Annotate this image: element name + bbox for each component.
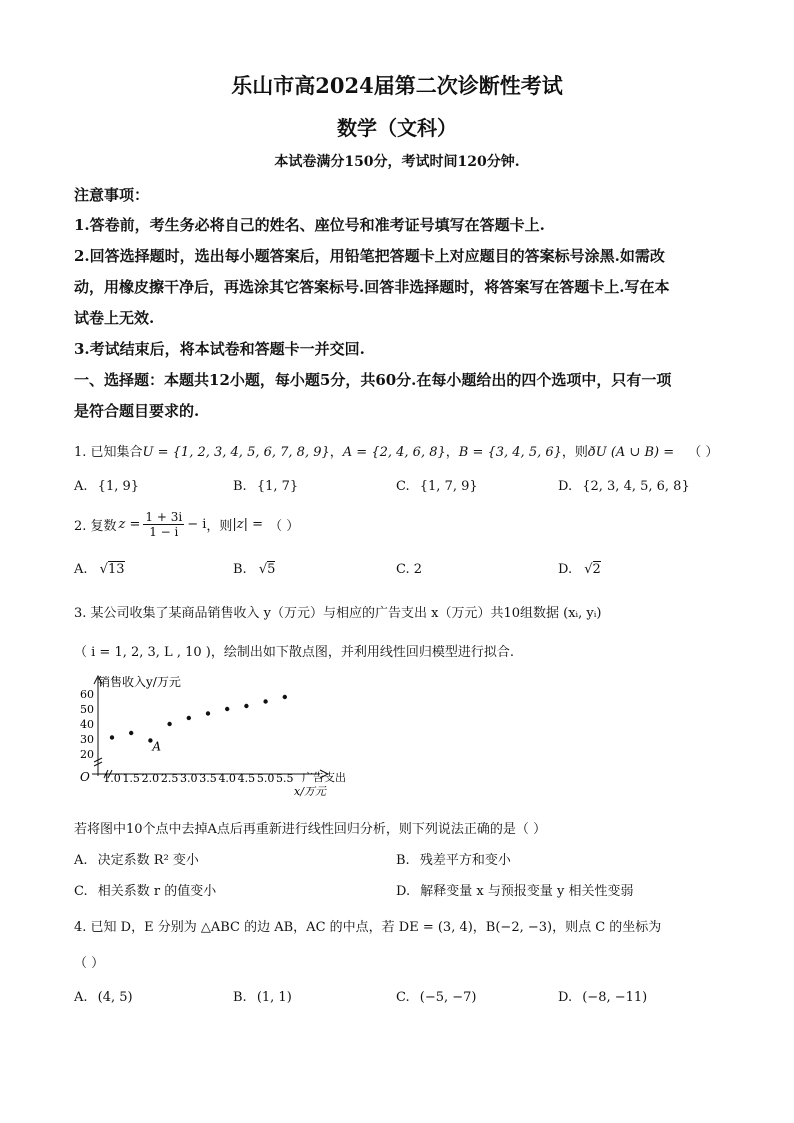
chart-point [167,722,171,726]
chart-x-tick-label: 3.5 [199,772,217,785]
q3-option-b-value: 残差平方和变小 [419,853,511,868]
q3-option-c[interactable] [74,880,216,899]
q4-option-d-label: D. [558,990,573,1005]
chart-point [206,711,210,715]
chart-x-tick-label: 5.0 [256,772,275,785]
chart-point [187,716,191,720]
q2-stem [74,510,299,539]
q2-option-c-value: 2 [413,562,423,577]
q2-option-d-label: D. [558,562,573,577]
chart-point [263,699,267,703]
q3-option-d-value: 解释变量 x 与预报变量 y 相关性变弱 [420,884,634,899]
q1-option-c-label: C. [396,479,410,494]
q2-z: z = [118,517,141,532]
q2-option-b-value: 5 [267,562,276,577]
q1-option-d[interactable] [558,479,690,494]
q2-option-d-value: 2 [592,562,601,577]
chart-point [225,707,229,711]
chart-y-tick-label: 50 [80,703,94,716]
chart-point [110,735,114,739]
q3-option-b[interactable] [396,849,511,868]
q2-then: ，则 [206,519,233,534]
q1-option-b-label: B. [233,479,247,494]
chart-axes [92,676,328,778]
q1-option-d-label: D. [558,479,573,494]
q1-expression: ðU (A ∪ B) = [587,445,675,460]
q4-option-a-value: (4, 5) [97,990,133,1005]
q1-option-d-value: {2, 3, 4, 5, 6, 8} [582,479,690,494]
q4-option-d[interactable] [558,990,647,1005]
chart-point [283,695,287,699]
q4-option-b-label: B. [233,990,247,1005]
q1-option-a[interactable] [74,479,139,494]
q2-option-c[interactable] [396,562,422,577]
q2-minus-i: − i [187,517,207,532]
q2-prefix: 2. 复数 [74,519,117,534]
chart-points [110,695,287,754]
chart-point-label: A [152,739,162,754]
notice-item-1: 1.答卷前，考生务必将自己的姓名、座位号和准考证号填写在答题卡上. [74,216,545,234]
q1-set-a: A = {2, 4, 6, 8} [342,445,446,460]
q4-option-c[interactable] [396,990,477,1005]
q3-option-a-label: A. [74,853,88,868]
q2-abs: |z| = [232,517,264,532]
chart-x-tick-label: 1.5 [122,772,140,785]
q3-option-a-value: 决定系数 R² 变小 [97,853,199,868]
radical-icon: √ [258,562,268,577]
exam-info: 本试卷满分150分，考试时间120分钟. [274,154,520,170]
q4-line-1: 4. 已知 D，E 分别为 △ABC 的边 AB，AC 的中点，若 DE = (3, 4)，B(−2, −3)，则点 C 的坐标为 [74,920,662,935]
q3-option-d[interactable] [396,880,633,899]
notice-item-3: 3.考试结束后，将本试卷和答题卡一并交回. [74,340,365,358]
q2-option-b[interactable] [233,562,275,577]
q4-option-c-label: C. [396,990,410,1005]
q1-stem [74,441,718,460]
chart-x-tick-label: 3.0 [180,772,198,785]
chart-x-tick-label: 1.0 [103,772,121,785]
notice-item-2-line-3: 试卷上无效. [74,309,155,327]
chart-x-tick-label: 2.5 [160,772,179,785]
chart-y-axis-label: 销售收入y/万元 [98,675,181,689]
chart-y-tick-label: 20 [80,748,94,761]
q1-option-a-value: {1, 9} [97,479,140,494]
q2-option-a-label: A. [74,562,88,577]
q1-prefix: 1. 已知集合 [74,445,143,460]
chart-x-tick-label: 4.5 [237,772,256,785]
q3-option-c-label: C. [74,884,88,899]
chart-x-tick-label: 4.0 [218,772,236,785]
q1-option-c-value: {1, 7, 9} [419,479,478,494]
q1-set-u: U = {1, 2, 3, 4, 5, 6, 7, 8, 9} [142,445,330,460]
chart-y-ticks [80,688,94,761]
exam-subject: 数学（文科） [337,116,457,140]
q3-line-2: （ i = 1, 2, 3, L , 10 )，绘制出如下散点图，并利用线性回归模型进行拟合. [74,645,514,660]
q3-line-1: 3. 某公司收集了某商品销售收入 y（万元）与相应的广告支出 x（万元）共10组数据 (xᵢ, yᵢ) [74,606,602,621]
section-1-line-1: 一、选择题：本题共12小题，每小题5分，共60分.在每小题给出的四个选项中，只有一项 [74,371,672,389]
q1-option-b-value: {1, 7} [256,479,299,494]
q4-option-b-value: (1, 1) [256,990,292,1005]
q2-numerator: 1 + 3i [145,510,183,524]
scatter-chart [70,670,360,802]
q1-set-b: B = {3, 4, 5, 6} [458,445,562,460]
q2-denominator: 1 − i [149,525,179,539]
q2-option-d[interactable] [558,562,601,577]
section-1-line-2: 是符合题目要求的. [74,402,200,420]
q4-option-c-value: (−5, −7) [419,990,477,1005]
q4-blank: （ ） [74,956,105,971]
chart-y-tick-label: 30 [80,733,94,746]
q3-option-d-label: D. [396,884,411,899]
notice-item-2-line-2: 动，用橡皮擦干净后，再选涂其它答案标号.回答非选择题时，将答案写在答题卡上.写在本 [74,278,670,296]
q4-option-a[interactable] [74,990,133,1005]
q3-question: 若将图中10个点中去掉A点后再重新进行线性回归分析，则下列说法正确的是（ ） [74,822,547,837]
chart-x-axis-label-line-2: x/万元 [294,785,326,798]
q2-fraction [143,510,184,539]
q4-option-a-label: A. [74,990,88,1005]
q4-option-b[interactable] [233,990,292,1005]
q1-then: ，则 [561,445,588,460]
chart-x-axis-label-line-1: 广告支出 [302,771,346,784]
q1-blank: （ ） [688,445,719,460]
q2-blank: （ ） [269,519,300,534]
radical-icon: √ [99,562,108,577]
q2-option-b-label: B. [233,562,247,577]
notice-item-2-line-1: 2.回答选择题时，选出每小题答案后，用铅笔把答题卡上对应题目的答案标号涂黑.如需改 [74,247,665,265]
exam-title: 乐山市高2024届第二次诊断性考试 [231,73,563,98]
q2-option-c-label: C. [396,562,410,577]
chart-y-tick-label: 60 [80,688,94,701]
chart-x-tick-label: 2.0 [141,772,160,785]
q3-option-c-value: 相关系数 r 的值变小 [97,884,217,899]
chart-point [129,731,133,735]
radical-icon: √ [584,562,593,577]
q1-option-b[interactable] [233,479,298,494]
q1-option-c[interactable] [396,479,478,494]
q3-option-a[interactable] [74,849,199,868]
chart-x-ticks [103,772,293,785]
q1-sep-2: ， [445,445,459,460]
chart-origin-label: O [80,770,90,784]
q1-sep-1: ， [329,445,343,460]
chart-x-tick-label: 5.5 [276,772,294,785]
q1-option-a-label: A. [74,479,88,494]
q2-option-a-value: 13 [107,562,125,577]
q2-option-a[interactable] [74,562,125,577]
chart-point [244,704,248,708]
q4-option-d-value: (−8, −11) [582,990,648,1005]
notice-heading: 注意事项： [74,186,150,204]
chart-y-tick-label: 40 [80,718,94,731]
q3-option-b-label: B. [396,853,410,868]
